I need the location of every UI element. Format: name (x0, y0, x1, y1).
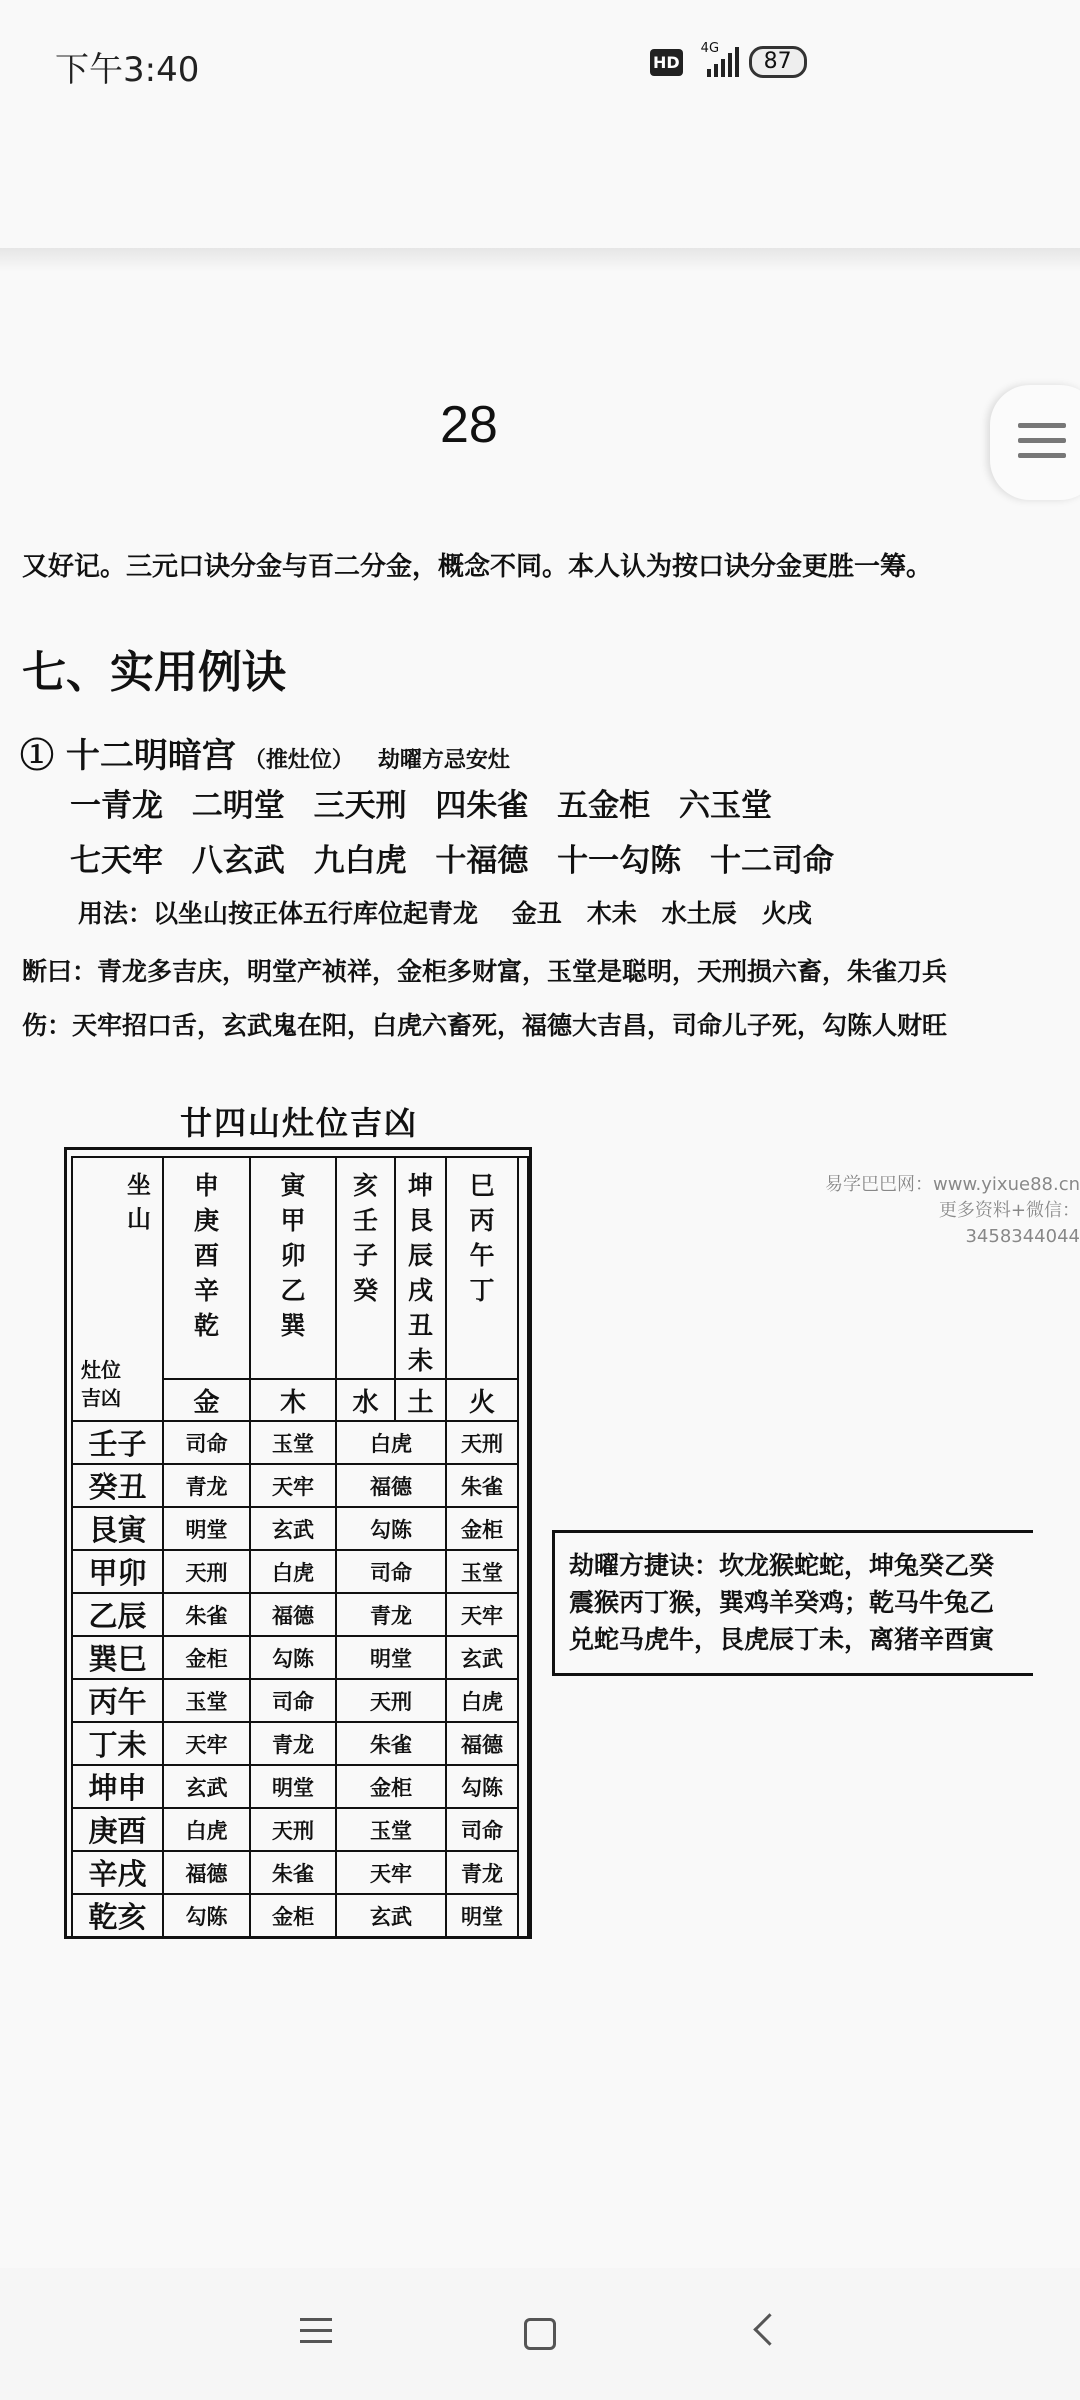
table-cell: 司命 (250, 1679, 336, 1722)
menu-icon (1018, 423, 1066, 428)
table-cell: 天牢 (250, 1464, 336, 1507)
hd-icon: HD (650, 49, 683, 76)
element-header: 火 (446, 1379, 518, 1421)
corner-bottom-label: 灶位 吉凶 (81, 1358, 121, 1410)
status-icons (650, 41, 807, 78)
watermark-line-1: 易学巴巴网：www.yixue88.cn (825, 1174, 1080, 1195)
usage-text: 用法：以坐山按正体五行库位起青龙 金丑 木未 水土辰 火戌 (78, 899, 812, 928)
row-header: 丁未 (72, 1722, 163, 1765)
table-cell: 金柜 (336, 1765, 446, 1808)
table-cell: 福德 (163, 1851, 250, 1894)
judgement-line-2: 伤：天牢招口舌，玄武鬼在阳，白虎六畜死，福德大吉昌，司命儿子死，勾陈人财旺 (22, 1011, 948, 1040)
sub-heading-extra: 劫曜方忌安灶 (377, 747, 510, 773)
mnemonic-line: 兑蛇马虎牛，艮虎辰丁未，离猪辛酉寅 (569, 1625, 995, 1654)
top-toolbar (0, 0, 1080, 250)
table-cell: 白虎 (336, 1421, 446, 1464)
stove-table-grid (71, 1156, 529, 1938)
page-number: 28 (440, 396, 498, 454)
corner-top-label: 坐山 (127, 1170, 151, 1233)
corner-cell (72, 1157, 163, 1421)
table-title: 廿四山灶位吉凶 (180, 1104, 419, 1142)
judgement-line-1: 断曰：青龙多吉庆，明堂产祯祥，金柜多财富，玉堂是聪明，天刑损六畜，朱雀刀兵 (22, 957, 948, 986)
mnemonic-box (552, 1530, 1033, 1676)
table-cell: 勾陈 (163, 1894, 250, 1937)
table-row (72, 1679, 528, 1722)
table-cell: 福德 (446, 1722, 518, 1765)
table-row (72, 1507, 528, 1550)
table-cell: 白虎 (446, 1679, 518, 1722)
table-cell: 青龙 (250, 1722, 336, 1765)
signal-icon (693, 41, 739, 77)
recent-apps-icon[interactable] (300, 2318, 332, 2351)
mountain-header-text: 坤艮辰戌丑未 (408, 1171, 434, 1375)
row-header: 艮寅 (72, 1507, 163, 1550)
table-cell: 玉堂 (336, 1808, 446, 1851)
table-cell: 玄武 (163, 1765, 250, 1808)
table-cell: 勾陈 (336, 1507, 446, 1550)
battery-icon: 87 (749, 46, 807, 78)
table-cell: 朱雀 (163, 1593, 250, 1636)
table-cell: 玉堂 (446, 1550, 518, 1593)
table-row (72, 1851, 528, 1894)
mountain-header-text: 申庚酉辛乾 (194, 1171, 220, 1340)
table-cell: 朱雀 (446, 1464, 518, 1507)
table-cell: 天刑 (336, 1679, 446, 1722)
section-heading: 七、实用例诀 (22, 647, 286, 698)
mountain-header-text: 巳丙午丁 (469, 1171, 495, 1305)
row-header: 乙辰 (72, 1593, 163, 1636)
table-cell: 金柜 (163, 1636, 250, 1679)
table-row (72, 1808, 528, 1851)
network-type: 4G (700, 41, 720, 56)
element-header: 木 (250, 1379, 336, 1421)
mountain-header (250, 1157, 336, 1379)
table-cell: 天刑 (250, 1808, 336, 1851)
table-cell: 天刑 (446, 1421, 518, 1464)
table-cell: 明堂 (336, 1636, 446, 1679)
table-cell: 青龙 (446, 1851, 518, 1894)
mountain-header (163, 1157, 250, 1379)
mountain-header-text: 亥壬子癸 (353, 1171, 379, 1305)
element-header: 水 (336, 1379, 395, 1421)
watermark-line-2: 更多资料+微信：3458344044 (938, 1200, 1080, 1247)
table-cell: 司命 (446, 1808, 518, 1851)
sub-heading-note: （推灶位） (243, 747, 354, 773)
sub-heading (20, 728, 510, 777)
element-header: 土 (395, 1379, 446, 1421)
table-cell: 玉堂 (163, 1679, 250, 1722)
palace-list-1: 一青龙 二明堂 三天刑 四朱雀 五金柜 六玉堂 (70, 788, 772, 824)
mountain-header (395, 1157, 446, 1379)
table-strip (518, 1157, 528, 1937)
row-header: 庚酉 (72, 1808, 163, 1851)
table-cell: 金柜 (446, 1507, 518, 1550)
status-time: 下午3:40 (55, 50, 200, 90)
table-cell: 明堂 (163, 1507, 250, 1550)
table-cell: 明堂 (250, 1765, 336, 1808)
row-header: 癸丑 (72, 1464, 163, 1507)
row-header: 巽巳 (72, 1636, 163, 1679)
header-row (72, 1157, 528, 1379)
home-icon[interactable] (524, 2318, 556, 2350)
table-cell: 福德 (336, 1464, 446, 1507)
table-row (72, 1722, 528, 1765)
mountain-header-text: 寅甲卯乙巽 (280, 1171, 306, 1340)
paragraph: 又好记。三元口诀分金与百二分金，概念不同。本人认为按口诀分金更胜一筹。 (22, 552, 933, 582)
mnemonic-line: 震猴丙丁猴，巽鸡羊癸鸡；乾马牛兔乙 (569, 1588, 995, 1617)
table-cell: 明堂 (446, 1894, 518, 1937)
table-cell: 玉堂 (250, 1421, 336, 1464)
table-cell: 青龙 (336, 1593, 446, 1636)
table-cell: 天牢 (163, 1722, 250, 1765)
table-cell: 玄武 (250, 1507, 336, 1550)
row-header: 壬子 (72, 1421, 163, 1464)
sub-heading-title: ① 十二明暗宫 (20, 736, 236, 776)
table-cell: 朱雀 (250, 1851, 336, 1894)
table-cell: 白虎 (250, 1550, 336, 1593)
row-header: 丙午 (72, 1679, 163, 1722)
table-cell: 天牢 (336, 1851, 446, 1894)
table-cell: 玄武 (446, 1636, 518, 1679)
table-cell: 白虎 (163, 1808, 250, 1851)
stove-table (64, 1147, 532, 1939)
table-cell: 朱雀 (336, 1722, 446, 1765)
table-row (72, 1894, 528, 1937)
table-row (72, 1636, 528, 1679)
table-row (72, 1765, 528, 1808)
mountain-header (446, 1157, 518, 1379)
watermark (825, 1172, 1080, 1250)
row-header: 甲卯 (72, 1550, 163, 1593)
table-cell: 司命 (163, 1421, 250, 1464)
table-cell: 勾陈 (250, 1636, 336, 1679)
table-cell: 天刑 (163, 1550, 250, 1593)
table-row (72, 1464, 528, 1507)
toolbar-shadow (0, 248, 1080, 272)
table-row (72, 1550, 528, 1593)
table-row (72, 1593, 528, 1636)
row-header: 坤申 (72, 1765, 163, 1808)
table-cell: 福德 (250, 1593, 336, 1636)
table-cell: 天牢 (446, 1593, 518, 1636)
row-header: 乾亥 (72, 1894, 163, 1937)
palace-list-2: 七天牢 八玄武 九白虎 十福德 十一勾陈 十二司命 (70, 843, 834, 879)
mnemonic-line: 劫曜方捷诀：坎龙猴蛇蛇，坤兔癸乙癸 (569, 1551, 995, 1580)
menu-button[interactable] (990, 385, 1080, 500)
table-row (72, 1421, 528, 1464)
mountain-header (336, 1157, 395, 1379)
table-cell: 青龙 (163, 1464, 250, 1507)
table-cell: 司命 (336, 1550, 446, 1593)
row-header: 辛戌 (72, 1851, 163, 1894)
table-cell: 金柜 (250, 1894, 336, 1937)
element-header: 金 (163, 1379, 250, 1421)
table-cell: 勾陈 (446, 1765, 518, 1808)
table-cell: 玄武 (336, 1894, 446, 1937)
